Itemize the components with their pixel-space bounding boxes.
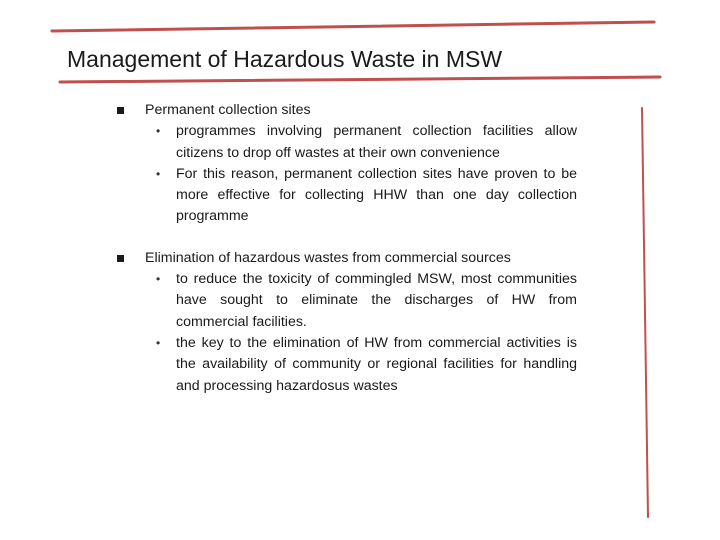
bullet-text: to reduce the toxicity of commingled MSW, most communities have sought to eliminate the discharges of HW from commercial facilities. (176, 271, 577, 330)
right-border-line (642, 108, 648, 517)
bullet-item (117, 164, 577, 228)
bullet-item (117, 333, 577, 397)
bullet-item (117, 269, 577, 333)
bullet-dot-icon: • (156, 335, 161, 350)
section-heading-row (117, 100, 577, 121)
top-border-line (52, 22, 654, 31)
section-commercial-elimination (117, 248, 577, 397)
bullet-text: the key to the elimination of HW from commercial activities is the availability of community or regional facilities for handling and processing hazardosus wastes (176, 334, 577, 394)
slide-content (117, 100, 577, 417)
bullet-text: For this reason, permanent collection sites have proven to be more effective for collecting HHW than one day collection programme (176, 165, 577, 225)
section-permanent-collection (117, 100, 577, 228)
section-heading-row (117, 248, 577, 269)
bullet-text: programmes involving permanent collection facilities allow citizens to drop off wastes at their own convenience (176, 123, 577, 161)
bullet-item (117, 121, 577, 164)
section-heading: Permanent collection sites (145, 102, 311, 118)
bullet-dot-icon: • (156, 272, 161, 287)
bullet-dot-icon: • (156, 166, 161, 181)
square-bullet-icon (117, 107, 124, 114)
section-heading: Elimination of hazardous wastes from commercial sources (145, 249, 511, 266)
title-underline (60, 77, 660, 82)
slide-title: Management of Hazardous Waste in MSW (67, 46, 503, 72)
bullet-dot-icon: • (156, 124, 161, 139)
square-bullet-icon (117, 255, 124, 262)
